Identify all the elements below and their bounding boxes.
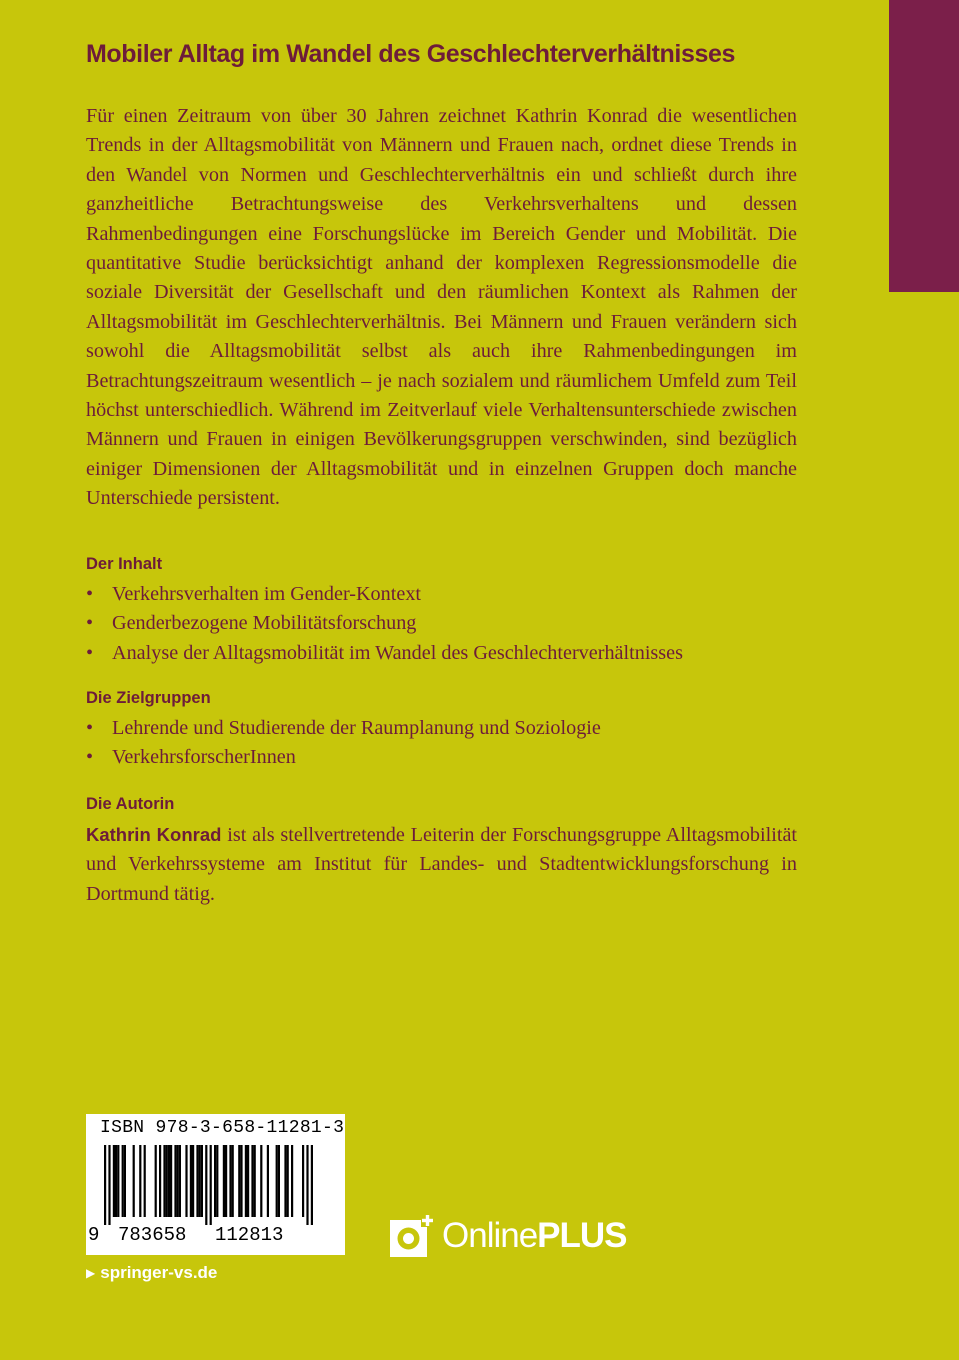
barcode-bar: [223, 1145, 225, 1217]
barcode-bar: [113, 1145, 115, 1217]
barcode-bar: [166, 1145, 168, 1217]
list-item-text: Lehrende und Studierende der Raumplanung und Soziologie: [112, 717, 601, 739]
author-bio-text: ist als stellvertretende Leiterin der Forschungsgruppe Alltagsmobilität und Verkehrssysteme am Institut für Landes- und Stadtentwicklungsforschung in Dortmund tätig.: [86, 824, 798, 905]
barcode-bar: [278, 1145, 280, 1217]
barcode-bar: [168, 1145, 170, 1217]
audience-heading: Die Zielgruppen: [86, 689, 211, 707]
list-item: [86, 714, 601, 743]
barcode-bar: [214, 1145, 216, 1217]
barcode-bar: [185, 1145, 187, 1217]
barcode-bar: [108, 1145, 110, 1225]
barcode-bar: [179, 1145, 181, 1217]
bullet-icon: •: [86, 583, 94, 605]
list-item: [86, 639, 683, 668]
barcode-bar: [144, 1145, 146, 1217]
barcode-bar: [190, 1145, 192, 1217]
book-title: Mobiler Alltag im Wandel des Geschlechterverhältnisses: [86, 40, 735, 68]
author-bio: [86, 820, 797, 909]
play-arrow-icon: ▶: [86, 1266, 96, 1280]
bullet-icon: •: [86, 717, 94, 739]
author-heading: Die Autorin: [86, 795, 175, 813]
barcode-bar: [205, 1145, 207, 1225]
barcode-bar: [216, 1145, 218, 1217]
list-item-text: VerkehrsforscherInnen: [112, 746, 296, 769]
barcode-bar: [122, 1145, 124, 1217]
barcode-icon: [100, 1145, 320, 1225]
author-name: Kathrin Konrad: [86, 824, 222, 845]
isbn-first-digit: 9: [88, 1224, 100, 1246]
barcode-bar: [254, 1145, 256, 1217]
barcode-bar: [124, 1145, 126, 1217]
online-plus-word: Online: [442, 1216, 538, 1255]
barcode-bar: [291, 1145, 293, 1217]
barcode-bar: [260, 1145, 262, 1217]
barcode-bar: [155, 1145, 157, 1217]
list-item-text: Verkehrsverhalten im Gender-Kontext: [112, 583, 422, 605]
barcode-bar: [284, 1145, 286, 1217]
barcode-bar: [247, 1145, 249, 1217]
list-item: [86, 580, 683, 609]
barcode-bar: [115, 1145, 117, 1217]
barcode-bar: [267, 1145, 269, 1217]
list-item: [86, 743, 601, 772]
list-item-text: Analyse der Alltagsmobilität im Wandel des Geschlechterverhältnisses: [112, 641, 683, 664]
isbn-label: ISBN 978-3-658-11281-3: [100, 1118, 345, 1138]
barcode-bar: [139, 1145, 141, 1217]
website-url[interactable]: springer-vs.de: [100, 1263, 218, 1282]
barcode-bar: [174, 1145, 176, 1217]
barcode-bar: [170, 1145, 172, 1217]
online-plus-logo: [390, 1214, 627, 1258]
barcode-bar: [276, 1145, 278, 1217]
barcode-bar: [192, 1145, 194, 1217]
barcode-bar: [302, 1145, 304, 1217]
isbn-left-digits: 783658: [118, 1224, 187, 1246]
barcode-bar: [201, 1145, 203, 1217]
barcode-bar: [232, 1145, 234, 1217]
list-item: [86, 609, 683, 638]
barcode-bar: [117, 1145, 119, 1217]
bullet-icon: •: [86, 746, 94, 769]
online-plus-icon: [390, 1214, 434, 1258]
barcode-bar: [199, 1145, 201, 1217]
barcode-bar: [306, 1145, 308, 1225]
barcode-bar: [238, 1145, 240, 1217]
barcode-bar: [196, 1145, 198, 1217]
blurb-paragraph: Für einen Zeitraum von über 30 Jahren zeichnet Kathrin Konrad die wesentlichen Trends in der Alltagsmobilität von Männern und Frauen nach, ordnet diese Trends in den Wandel von Normen und Geschlechterverhältnis ein und schließt durch ihre ganzheitliche Betrachtungsweise des Verkehrsverhaltens und dessen Rahmenbedingungen eine Forschungslücke im Bereich Gender und Mobilität. Die quantitative Studie berücksichtigt anhand der komplexen Regressionsmodelle die soziale Diversität der Gesellschaft und den räumlichen Kontext als Rahmen der Alltagsmobilität im Geschlechterverhältnis. Bei Männern und Frauen verändern sich sowohl die Alltagsmobilität selbst als auch ihre Rahmenbedingungen im Betrachtungszeitraum wesentlich – je nach sozialem und räumlichem Umfeld zum Teil höchst unterschiedlich. Während im Zeitverlauf viele Verhaltensunterschiede zwischen Männern und Frauen in einigen Bevölkerungsgruppen verschwinden, sind bezüglich einiger Dimensionen der Alltagsmobilität und in einzelnen Gruppen doch manche Unterschiede persistent.: [86, 105, 797, 510]
barcode-bar: [229, 1145, 231, 1217]
audience-list: [86, 714, 601, 773]
isbn-barcode-panel: [86, 1114, 345, 1255]
barcode-bar: [251, 1145, 253, 1217]
barcode-bar: [287, 1145, 289, 1217]
barcode-bar: [210, 1145, 212, 1225]
barcode-bar: [104, 1145, 106, 1225]
list-item-text: Genderbezogene Mobilitätsforschung: [112, 612, 417, 635]
bullet-icon: •: [86, 612, 94, 635]
barcode-bar: [225, 1145, 227, 1217]
accent-bar: [889, 0, 959, 292]
bullet-icon: •: [86, 641, 94, 664]
content-list: [86, 580, 683, 668]
online-plus-bold-word: PLUS: [537, 1216, 627, 1255]
barcode-bar: [245, 1145, 247, 1217]
barcode-bar: [133, 1145, 135, 1217]
isbn-right-digits: 112813: [215, 1224, 284, 1246]
barcode-bar: [311, 1145, 313, 1225]
barcode-bar: [163, 1145, 165, 1217]
publisher-website[interactable]: [86, 1263, 217, 1283]
online-plus-text: [442, 1216, 627, 1256]
barcode-bar: [177, 1145, 179, 1217]
barcode-bar: [240, 1145, 242, 1217]
barcode-bar: [159, 1145, 161, 1217]
content-heading: Der Inhalt: [86, 555, 163, 573]
